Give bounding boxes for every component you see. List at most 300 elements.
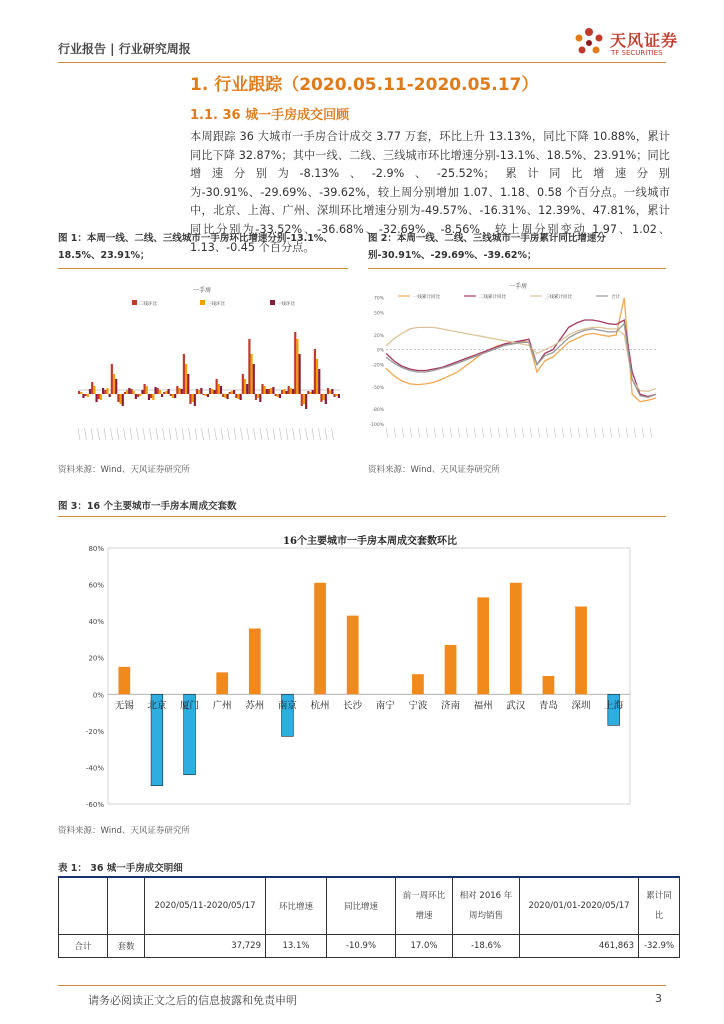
fig3-category-label: 北京 [147,700,167,712]
fig1-x-tick [85,428,87,440]
fig1-bar [329,390,331,394]
fig2-x-tick [530,428,532,438]
fig1-legend-label: 一线环比 [277,302,295,307]
fig1-bar [148,394,150,400]
fig2-chart-title: 一手房 [508,283,528,290]
table-cell: 17.0% [396,935,453,958]
table-row [59,935,680,958]
fig3-category-label: 广州 [212,700,232,712]
fig1-x-tick [260,428,262,440]
fig3-category-label: 上海 [604,700,624,712]
fig3-bar [249,628,261,694]
fig1-x-tick [280,428,282,440]
fig3-y-tick: 40% [88,618,104,627]
figure-1-chart [60,280,345,452]
fig1-bar [224,394,226,398]
figure-1-divider [58,268,348,269]
fig3-category-label: 无锡 [114,700,134,712]
fig1-bar [146,386,148,394]
fig1-bar [152,394,154,400]
fig1-bar [270,388,272,394]
fig1-bar [111,364,113,394]
fig1-bar [264,386,266,394]
fig1-bar [331,389,333,394]
fig1-x-tick [124,428,126,440]
fig2-x-tick [554,428,556,438]
figure-1-source: 资料来源：Wind、天风证券研究所 [58,465,190,475]
table-header-cell: 累计同比 [639,877,680,935]
fig2-legend-label: 一线累计同比 [413,295,440,300]
fig1-bar [233,390,235,394]
fig1-bar [229,392,231,394]
fig1-bar [303,394,305,404]
fig2-x-tick [626,428,628,438]
fig1-bar [307,391,309,394]
fig1-x-tick [241,428,243,440]
fig2-x-tick [514,428,516,438]
fig1-bar [141,390,143,394]
fig1-bar [119,394,121,404]
fig1-bar [216,379,218,394]
fig1-legend-label: 三线环比 [207,302,225,307]
fig2-x-tick [394,428,396,438]
figure-1-caption: 图 1：本周一线、二线、三线城市一手房环比增速分别-13.1%、18.5%、23.91%； [58,233,333,261]
fig2-x-tick [498,428,500,438]
fig1-bar [144,384,146,394]
fig2-legend-label: 合计 [611,295,620,300]
logo-flower-icon [570,24,608,62]
table-cell: 461,863 [520,935,639,958]
table-header-cell: 2020/01/01-2020/05/17 [520,877,639,935]
fig1-bar [205,394,207,396]
section-title: 1. 行业跟踪（2020.05.11-2020.05.17） [190,75,539,95]
fig1-bar [248,339,250,394]
fig3-category-label: 青岛 [538,700,558,712]
fig3-category-label: 武汉 [506,700,526,712]
fig3-category-label: 长沙 [343,700,363,712]
fig1-bar [320,394,322,402]
fig1-bar [299,354,301,394]
table-cell: 13.1% [266,935,327,958]
fig1-legend-swatch [270,300,275,305]
fig3-bar [314,583,326,695]
fig1-bar [95,394,97,402]
fig3-category-label: 杭州 [310,700,330,712]
fig2-y-tick: 50% [373,311,384,317]
fig1-bar [80,392,82,394]
fig1-bar [266,389,268,394]
fig3-category-label: 深圳 [571,700,591,712]
fig1-x-tick [286,428,288,440]
table-1-caption: 表 1： 36 城一手房成交明细 [58,863,183,874]
fig2-x-tick [642,428,644,438]
fig1-bar [161,394,163,397]
fig1-bar [288,386,290,394]
fig1-bar [259,394,261,402]
fig1-bar [240,394,242,400]
fig3-y-tick: 20% [88,654,104,663]
fig1-bar [189,394,191,404]
fig1-bar [102,388,104,394]
fig2-x-tick [618,428,620,438]
fig1-bar [202,394,204,395]
fig1-bar [170,394,172,396]
fig1-x-tick [137,428,139,440]
fig1-bar [122,394,124,406]
footer-disclaimer: 请务必阅读正文之后的信息披露和免责申明 [88,994,297,1007]
fig1-x-tick [228,428,230,440]
fig1-bar [292,389,294,394]
table-header-cell: 2020/05/11-2020/05/17 [145,877,266,935]
fig1-bar [198,390,200,394]
fig1-bar [261,384,263,394]
fig1-x-tick [150,428,152,440]
fig1-x-tick [111,428,113,440]
fig1-bar [294,332,296,394]
fig1-bar [185,364,187,394]
figure-2-chart [368,280,663,455]
fig2-x-tick [418,428,420,438]
fig1-x-tick [234,428,236,440]
fig1-x-tick [176,428,178,440]
fig1-bar [176,386,178,394]
fig1-bar [318,369,320,394]
fig2-x-tick [538,428,540,438]
fig2-y-tick: -50% [372,385,384,391]
fig1-bar [183,354,185,394]
fig2-x-tick [522,428,524,438]
fig1-bar [213,390,215,394]
fig1-bar [135,394,137,399]
fig2-x-tick [490,428,492,438]
fig2-x-tick [602,428,604,438]
fig1-bar [89,389,91,394]
fig1-bar [333,394,335,397]
fig1-x-tick [332,428,334,440]
table-header-cell: 同比增速 [327,877,396,935]
fig3-y-tick: 80% [88,545,104,553]
fig1-bar [277,394,279,397]
fig3-bar [543,676,555,694]
table-cell: 套数 [108,935,145,958]
fig1-x-tick [293,428,295,440]
fig1-x-tick [91,428,93,440]
fig1-x-tick [208,428,210,440]
fig1-bar [106,388,108,394]
fig1-bar [87,394,89,397]
fig1-bar [296,339,298,394]
fig3-bar [347,616,359,695]
fig1-legend-label: 二线环比 [139,302,157,307]
fig1-bar [301,394,303,406]
fig1-x-tick [325,428,327,440]
fig1-x-tick [267,428,269,440]
fig1-x-tick [273,428,275,440]
fig1-bar [290,388,292,394]
fig1-bar [128,388,130,394]
fig1-bar [115,379,117,394]
fig3-y-tick: -60% [85,801,104,809]
fig1-x-tick [319,428,321,440]
fig1-bar [314,349,316,394]
fig2-x-tick [578,428,580,438]
fig2-x-tick [386,428,388,438]
fig1-bar [327,388,329,394]
section-subtitle: 1.1. 36 城一手房成交回顾 [190,108,350,123]
fig2-x-tick [562,428,564,438]
table-header-cell [108,877,145,935]
fig1-bar [82,394,84,398]
fig1-bar [163,392,165,394]
fig1-bar [209,388,211,394]
fig2-x-tick [546,428,548,438]
fig3-category-label: 济南 [441,700,461,712]
fig1-bar [244,379,246,394]
body-paragraph: 本周跟踪 36 大城市一手房合计成交 3.77 万套，环比上升 13.13%，同比下降 10.88%，累计同比下降 32.87%；其中一线、二线、三线城市环比增速分别-13.1%、18.5%、23.91%；同比增速分别为-8.13%、-2.9%、-25.52%；累计同比增速分别为-30.91%、-29.69%、-39.62%，较上周分别增加 1.07、1.18、0.58 个百分点。一线城市中，北京、上海、广州、深圳环比增速分别为-49.57%、-16.31%、12.39%、47.81%，累计同比分别为-33.52%、-36.68%、-32.69%、-8.56%，较上周分别变动 1.97、1.02、1.13、-0.45 个百分点。 [190,130,670,254]
fig1-bar [268,389,270,394]
fig1-bar [130,389,132,394]
figure-3-chart [70,526,640,816]
fig2-x-tick [426,428,428,438]
fig1-bar [312,390,314,394]
fig1-bar [113,374,115,394]
figure-3-source: 资料来源：Wind、天风证券研究所 [58,826,190,836]
fig1-bar [154,387,156,394]
fig1-bar [124,392,126,394]
table-cell: -32.9% [639,935,680,958]
fig2-x-tick [594,428,596,438]
fig1-x-tick [254,428,256,440]
fig1-bar [246,384,248,394]
fig2-x-tick [458,428,460,438]
fig3-category-label: 厦门 [180,700,200,712]
fig1-bar [200,388,202,394]
fig2-x-tick [586,428,588,438]
fig2-x-tick [634,428,636,438]
figure-2-source: 资料来源：Wind、天风证券研究所 [368,465,500,475]
fig1-bar [336,394,338,396]
figure-2-svg [368,280,663,455]
fig1-bar [281,390,283,394]
fig2-x-tick [402,428,404,438]
table-header-cell [59,877,108,935]
fig1-x-tick [143,428,145,440]
fig1-bar [242,374,244,394]
fig1-bar [174,394,176,398]
fig1-legend-swatch [132,300,137,305]
fig1-bar [109,394,111,397]
fig2-y-tick: -100% [369,423,384,428]
fig1-bar [279,394,281,398]
fig1-x-tick [299,428,301,440]
fig1-bar [157,388,159,394]
fig1-bar [323,394,325,400]
logo-text-cn: 天风证券 [610,31,679,50]
figure-3-divider [58,516,666,517]
fig1-x-tick [202,428,204,440]
fig2-x-tick [650,428,652,438]
fig2-y-tick: -20% [372,363,384,369]
fig2-x-tick [466,428,468,438]
fig1-bar [253,364,255,394]
table-header-cell: 环比增速 [266,877,327,935]
fig1-x-tick [221,428,223,440]
fig3-bar [445,645,457,694]
fig1-bar [159,390,161,394]
fig1-bar [100,394,102,400]
fig1-bar [222,394,224,397]
fig1-bar [316,359,318,394]
report-category: 行业报告 | 行业研究周报 [58,42,191,56]
fig2-series-line [386,327,656,391]
figure-2-caption: 图 2：本周一线、二线、三线城市一手房累计同比增速分别-30.91%、-29.69%、-39.62%； [368,233,606,261]
fig1-chart-title: 一手房 [192,287,212,294]
fig1-bar [78,391,80,394]
fig3-category-label: 宁波 [408,700,428,712]
fig1-bar [85,394,87,396]
fig1-bar [165,391,167,394]
fig1-bar [220,386,222,394]
fig1-bar [93,386,95,394]
fig1-bar [137,394,139,397]
fig1-x-tick [247,428,249,440]
fig1-bar [207,394,209,397]
fig3-y-tick: -40% [85,764,104,773]
fig2-legend-label: 二线累计同比 [479,295,506,300]
fig1-bar [139,394,141,396]
logo-text-en: TF SECURITIES [611,49,663,57]
table-cell: 合计 [59,935,108,958]
table-header-cell: 相对 2016 年周均销售 [453,877,520,935]
fig1-x-tick [156,428,158,440]
fig1-bar [194,394,196,406]
fig1-x-tick [169,428,171,440]
fig1-x-tick [163,428,165,440]
figure-3-svg [70,526,640,816]
fig1-bar [250,354,252,394]
fig2-legend-label: 三线累计同比 [545,295,572,300]
fig1-bar [283,389,285,394]
fig1-bar [285,391,287,394]
fig1-bar [309,392,311,394]
fig2-y-tick: 0% [376,348,384,354]
fig2-x-tick [450,428,452,438]
fig1-x-tick [104,428,106,440]
fig1-bar [218,384,220,394]
table-1 [58,876,680,958]
fig1-bar [237,394,239,399]
footer-divider [58,985,666,986]
fig1-x-tick [98,428,100,440]
fig1-bar [126,390,128,394]
fig2-x-tick [410,428,412,438]
fig3-y-tick: 0% [92,691,104,700]
table-cell: -18.6% [453,935,520,958]
fig2-y-tick: -80% [372,408,384,414]
fig1-bar [172,394,174,398]
table-cell: 37,729 [145,935,266,958]
fig1-bar [117,394,119,402]
fig1-bar [257,394,259,398]
figure-2-divider [368,268,666,269]
fig1-x-tick [182,428,184,440]
fig2-x-tick [506,428,508,438]
fig1-bar [187,374,189,394]
fig2-x-tick [474,428,476,438]
fig1-x-tick [312,428,314,440]
fig1-bar [178,388,180,394]
figure-3-caption: 图 3：16 个主要城市一手房本周成交套数 [58,501,237,512]
fig3-y-tick: -20% [85,727,104,736]
fig1-bar [181,389,183,394]
fig1-bar [226,394,228,399]
fig1-bar [104,390,106,394]
fig1-bar [275,394,277,396]
fig1-bar [211,389,213,394]
fig1-bar [235,394,237,398]
fig1-bar [98,394,100,399]
fig2-x-tick [442,428,444,438]
fig1-x-tick [78,428,80,440]
fig3-category-label: 福州 [473,700,493,712]
fig1-x-tick [195,428,197,440]
fig1-bar [168,389,170,394]
fig3-chart-title: 16个主要城市一手房本周成交套数环比 [283,536,457,547]
fig2-x-tick [482,428,484,438]
fig1-bar [338,394,340,398]
fig2-x-tick [434,428,436,438]
fig2-y-tick: 70% [373,296,384,302]
company-logo [570,24,680,64]
fig3-bar [216,672,228,694]
fig3-bar [412,674,424,694]
page-number: 3 [655,992,662,1005]
table-header-row [59,877,680,935]
fig3-category-label: 苏州 [245,700,265,712]
fig3-bar [510,583,522,695]
fig1-x-tick [130,428,132,440]
deal-detail-table [58,876,680,958]
fig3-category-label: 南京 [277,700,297,712]
fig1-x-tick [215,428,217,440]
fig1-bar [231,391,233,394]
fig1-x-tick [306,428,308,440]
fig2-x-tick [610,428,612,438]
fig1-bar [272,387,274,394]
fig1-bar [196,389,198,394]
fig3-y-tick: 60% [88,581,104,590]
fig2-x-tick [570,428,572,438]
fig1-bar [255,394,257,400]
fig1-bar [150,394,152,398]
fig3-bar [477,597,489,694]
table-header-cell: 前一周环比增速 [396,877,453,935]
figure-1-svg [60,280,345,452]
fig3-bar [575,607,587,695]
table-cell: -10.9% [327,935,396,958]
fig2-y-tick: 20% [373,333,384,339]
fig1-bar [133,391,135,394]
fig1-bar [305,394,307,409]
fig1-x-tick [117,428,119,440]
fig1-x-tick [189,428,191,440]
fig1-bar [192,394,194,402]
fig1-bar [325,394,327,404]
fig3-bar [118,667,130,694]
fig1-legend-swatch [200,300,205,305]
fig1-bar [91,382,93,394]
fig3-category-label: 南宁 [375,700,395,712]
